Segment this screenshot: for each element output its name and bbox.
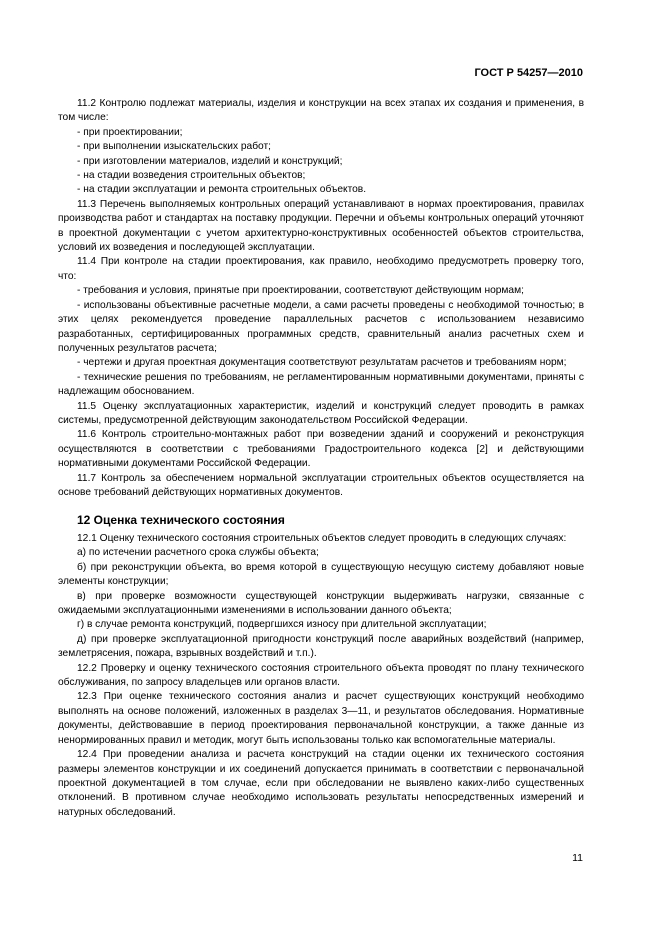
list-item: г) в случае ремонта конструкций, подвергшихся износу при длительной эксплуатации; xyxy=(77,619,487,631)
paragraph-11-6: 11.6 Контроль строительно-монтажных работ при возведении зданий и сооружений и реконструкция осуществляются в соответствии с требованиями Градостроительного кодекса [2] и действующими нормативными документами Российской Федерации. xyxy=(58,429,584,470)
list-item: - использованы объективные расчетные модели, а сами расчеты проведены с необходимой точностью; в этих целях рекомендуется проведение параллельных расчетов с использованием независимо разработанных, сертифицированных программных средств, сравнительный анализ расчетных схем и полученных результатов расчета; xyxy=(58,299,584,354)
paragraph-11-7: 11.7 Контроль за обеспечением нормальной эксплуатации строительных объектов осуществляется на основе требований действующих нормативных документов. xyxy=(58,472,584,498)
list-item: - требования и условия, принятые при проектировании, соответствуют действующим нормам; xyxy=(77,285,524,297)
section-12-heading: 12 Оценка технического состояния xyxy=(77,513,285,527)
list-item: в) при проверке возможности существующей конструкции выдерживать нагрузки, связанные с ожидаемыми эксплуатационными изменениями в использовании данного объекта; xyxy=(58,590,584,617)
paragraph-12-3: 12.3 При оценке технического состояния анализ и расчет существующих конструкций необходимо выполнять на основе положений, изложенных в разделах 3—11, и результатов обследования. Нормативные документы, действовавшие в период проектирования первоначальной конструкции, а также данные из ненормированных правил и методик, могут быть использованы только как вспомогательные материалы. xyxy=(58,691,584,746)
paragraph-11-4: 11.4 При контроле на стадии проектирования, как правило, необходимо предусмотреть проверку того, что: xyxy=(58,256,584,282)
list-item: б) при реконструкции объекта, во время которой в существующую несущую систему добавляют новые элементы конструкции; xyxy=(58,561,584,588)
paragraph-12-1: 12.1 Оценку технического состояния строительных объектов следует проводить в следующих случаях: xyxy=(77,533,567,544)
section-12-text xyxy=(58,532,584,820)
document-id-header: ГОСТ Р 54257—2010 xyxy=(474,67,583,79)
section-11-text xyxy=(58,97,584,500)
list-item: - при выполнении изыскательских работ; xyxy=(77,141,271,153)
page-number: 11 xyxy=(572,852,583,864)
list-item: - при проектировании; xyxy=(77,126,183,138)
list-item: - чертежи и другая проектная документация соответствуют результатам расчетов и требованиям норм; xyxy=(77,357,567,369)
list-item: - на стадии эксплуатации и ремонта строительных объектов. xyxy=(77,184,367,196)
list-item: д) при проверке эксплуатационной пригодности конструкций после аварийных воздействий (например, землетрясения, пожара, взрывных воздействий и т.п.). xyxy=(58,633,584,660)
paragraph-12-4: 12.4 При проведении анализа и расчета конструкций на стадии оценки их технического состояния размеры элементов конструкции и их соединений допускается принимать в соответствии с первоначальной проектной документацией в том случае, если при обследовании не выявлено каких-либо существенных отклонений. В противном случае необходимо использовать результаты непосредственных измерений и натурных обследований. xyxy=(58,749,584,818)
list-item: - при изготовлении материалов, изделий и конструкций; xyxy=(77,155,343,167)
list-item: - на стадии возведения строительных объектов; xyxy=(77,170,306,182)
list-item: а) по истечении расчетного срока службы объекта; xyxy=(77,547,319,559)
paragraph-11-5: 11.5 Оценку эксплуатационных характеристик, изделий и конструкций следует проводить в рамках системы, предусмотренной действующим законодательством Российской Федерации. xyxy=(58,400,584,426)
list-item: - технические решения по требованиям, не регламентированным нормативными документами, приняты с надлежащим обоснованием. xyxy=(58,371,584,398)
paragraph-12-2: 12.2 Проверку и оценку технического состояния строительного объекта проводят по плану технического обслуживания, по запросу владельцев или органов власти. xyxy=(58,662,584,689)
paragraph-11-2: 11.2 Контролю подлежат материалы, изделия и конструкции на всех этапах их создания и применения, в том числе: xyxy=(58,98,584,124)
paragraph-11-3: 11.3 Перечень выполняемых контрольных операций устанавливают в нормах проектирования, правилах производства работ и стандартах на поставку продукции. Перечни и объемы контрольных операций уточняют в проектной документации с учетом архитектурно-конструктивных особенностей объектов строительства, условий их возведения и последующей эксплуатации. xyxy=(58,198,584,254)
